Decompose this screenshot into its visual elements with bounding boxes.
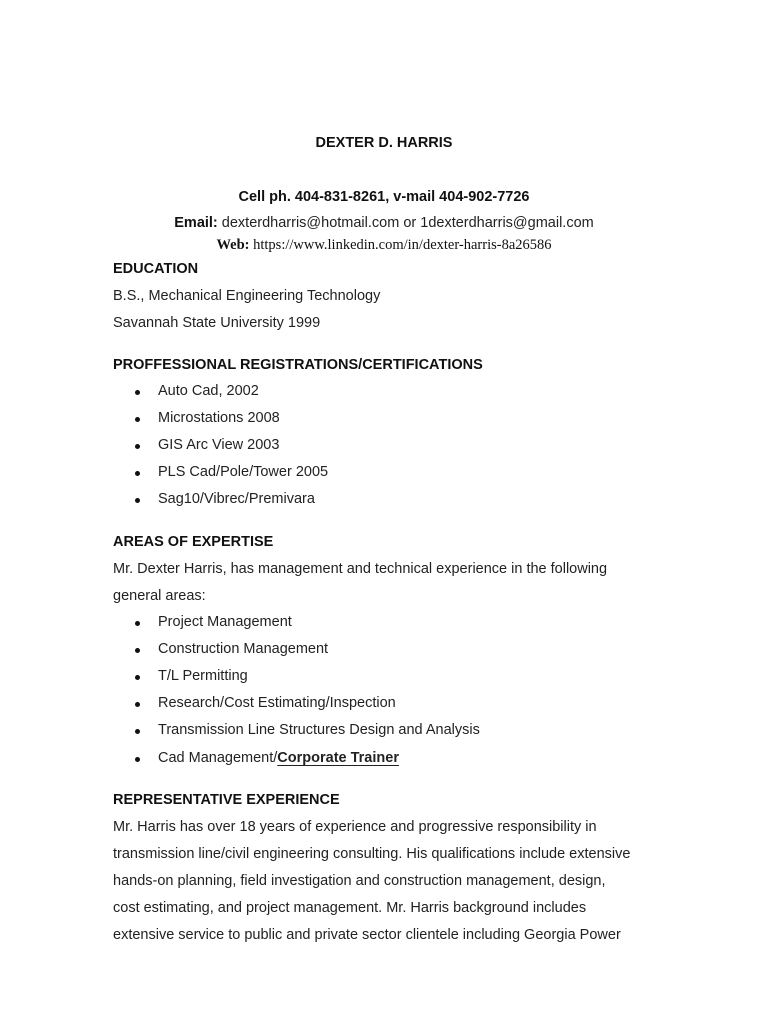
web-value[interactable]: https://www.linkedin.com/in/dexter-harris-8a26586	[249, 237, 552, 253]
experience-line: Mr. Harris has over 18 years of experience and progressive responsibility in	[113, 819, 597, 835]
expertise-intro-line: general areas:	[113, 588, 206, 604]
bullet-icon	[135, 675, 140, 680]
expertise-item-prefix: Cad Management/	[158, 750, 278, 766]
bullet-icon	[135, 390, 140, 395]
certification-item: GIS Arc View 2003	[158, 437, 280, 453]
expertise-heading: AREAS OF EXPERTISE	[113, 534, 274, 550]
expertise-item: Project Management	[158, 614, 292, 630]
web-label: Web:	[216, 237, 250, 253]
email-label: Email:	[174, 215, 218, 231]
certification-item: Auto Cad, 2002	[158, 383, 259, 399]
education-heading: EDUCATION	[113, 261, 199, 277]
bullet-icon	[135, 757, 140, 762]
bullet-icon	[135, 729, 140, 734]
resume-name: DEXTER D. HARRIS	[315, 135, 453, 151]
bullet-icon	[135, 417, 140, 422]
experience-line: extensive service to public and private sector clientele including Georgia Power	[113, 927, 621, 943]
expertise-item: Research/Cost Estimating/Inspection	[158, 695, 396, 711]
expertise-item: Transmission Line Structures Design and Analysis	[158, 722, 480, 738]
expertise-intro-line: Mr. Dexter Harris, has management and technical experience in the following	[113, 561, 608, 577]
experience-line: cost estimating, and project management. Mr. Harris background includes	[113, 900, 587, 916]
expertise-item: T/L Permitting	[158, 668, 248, 684]
expertise-item: Construction Management	[158, 641, 329, 657]
education-degree: B.S., Mechanical Engineering Technology	[113, 288, 381, 304]
bullet-icon	[135, 471, 140, 476]
web-line	[0, 236, 768, 254]
bullet-icon	[135, 702, 140, 707]
certification-item: PLS Cad/Pole/Tower 2005	[158, 464, 329, 480]
bullet-icon	[135, 444, 140, 449]
phone-line: Cell ph. 404-831-8261, v-mail 404-902-7726	[238, 189, 530, 205]
bullet-icon	[135, 498, 140, 503]
bullet-icon	[135, 621, 140, 626]
email-value[interactable]: dexterdharris@hotmail.com or 1dexterdharris@gmail.com	[217, 215, 594, 231]
experience-line: transmission line/civil engineering consulting. His qualifications include extensive	[113, 846, 631, 862]
expertise-item-last	[158, 749, 399, 767]
bullet-icon	[135, 648, 140, 653]
experience-line: hands-on planning, field investigation and construction management, design,	[113, 873, 606, 889]
education-school: Savannah State University 1999	[113, 315, 321, 331]
certification-item: Sag10/Vibrec/Premivara	[158, 491, 315, 507]
certifications-heading: PROFFESSIONAL REGISTRATIONS/CERTIFICATIONS	[113, 357, 483, 373]
certification-item: Microstations 2008	[158, 410, 280, 426]
email-line	[0, 214, 768, 232]
experience-heading: REPRESENTATIVE EXPERIENCE	[113, 792, 340, 808]
corporate-trainer-link[interactable]: Corporate Trainer	[277, 750, 399, 766]
